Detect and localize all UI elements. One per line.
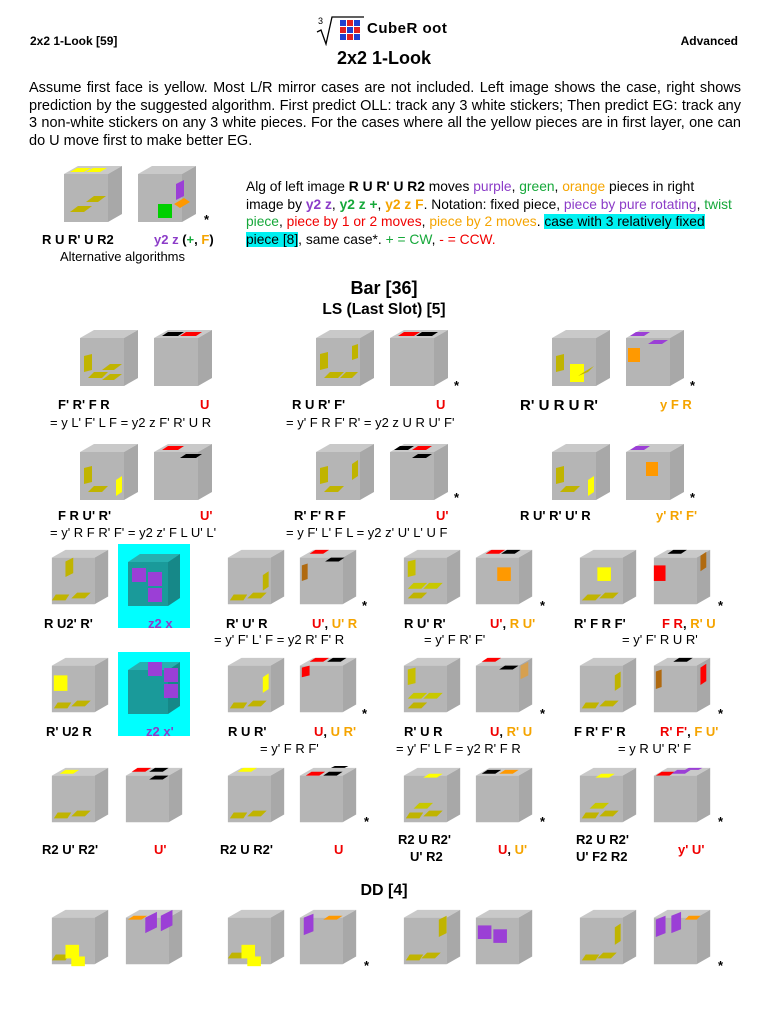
case-cube — [76, 440, 144, 508]
star-marker: * — [364, 958, 370, 973]
case-cube — [48, 546, 114, 612]
case-cube — [576, 764, 642, 830]
case-cube — [576, 906, 642, 972]
star-marker: * — [362, 706, 368, 721]
case-alternative: = y' F R F' R' = y2 z U R U' F' — [286, 415, 455, 430]
case-alg: F R U' R' — [58, 508, 112, 523]
case-prediction: y F R — [660, 397, 692, 412]
case-alg: R U' R' U' R — [520, 508, 591, 523]
case-prediction: y' U' — [678, 842, 705, 857]
prediction-cube — [622, 326, 690, 394]
prediction-cube — [472, 546, 538, 612]
example-caption: Alternative algorithms — [60, 249, 185, 264]
page-title: 2x2 1-Look — [336, 48, 432, 68]
star-marker: * — [540, 814, 546, 829]
case-prediction: F R, R' U — [662, 616, 716, 631]
case-cube — [224, 764, 290, 830]
case-prediction: U', R U' — [490, 616, 536, 631]
example-alg: R U R' U R2 — [42, 232, 114, 247]
page-id: 2x2 1-Look [59] — [30, 34, 118, 48]
star-marker: * — [718, 814, 724, 829]
case-cube — [312, 326, 380, 394]
star-marker: * — [690, 490, 696, 505]
prediction-cube — [386, 326, 454, 394]
prediction-cube — [150, 440, 218, 508]
prediction-cube — [386, 440, 454, 508]
case-cube — [76, 326, 144, 394]
case-prediction: U — [334, 842, 344, 857]
case-prediction: U — [436, 397, 446, 412]
case-alternative: = y' F' L F = y2 R' F R — [396, 741, 521, 756]
star-marker: * — [718, 706, 724, 721]
case-prediction: U' — [200, 508, 213, 523]
case-alternative: = y F' L' F L = y2 z' U' L' U F — [286, 525, 448, 540]
case-alternative: = y L' F' L F = y2 z F' R' U R — [50, 415, 212, 430]
case-alg: R' F R F' — [574, 616, 626, 631]
prediction-cube — [650, 546, 716, 612]
case-alg: R U R' F' — [292, 397, 346, 412]
case-alternative: = y R U' R' F — [618, 741, 692, 756]
prediction-cube — [296, 764, 362, 830]
case-alg: R U2' R' — [44, 616, 93, 631]
star-marker: * — [540, 706, 546, 721]
case-cube — [48, 906, 114, 972]
intro-paragraph: Assume first face is yellow. Most L/R mirror cases are not included. Left image shows the case, right shows prediction by the suggested algorithm. First predict OLL: track any 3 white stickers; Then predict EG: track any 3 non-white stickers on any 3 white pieces. For the cases where all the yellow pieces are in first layer, one can do U move first to make better EG. — [29, 80, 741, 149]
star-marker: * — [718, 958, 724, 973]
bar-section-title: Bar [36] — [350, 278, 418, 298]
case-alternative: = y' F' L' F = y2 R' F' R — [214, 632, 345, 647]
case-cube — [400, 654, 466, 720]
example-alt: y2 z (+, F) — [154, 232, 214, 247]
case-cube — [48, 764, 114, 830]
case-cube — [224, 654, 290, 720]
star-marker: * — [454, 490, 460, 505]
case-alg: F R' F' R — [574, 724, 626, 739]
prediction-cube — [472, 654, 538, 720]
case-cube — [548, 440, 616, 508]
svg-text:3: 3 — [318, 16, 324, 26]
case-prediction: U, U R' — [314, 724, 357, 739]
case-alg: R' U' R — [226, 616, 268, 631]
prediction-cube — [472, 764, 538, 830]
case-alg: R U' R' — [404, 616, 446, 631]
star-marker: * — [540, 598, 546, 613]
case-alg: R' U R — [404, 724, 443, 739]
case-alg: R' U R U R' — [520, 397, 598, 414]
case-prediction: U', U' R — [312, 616, 358, 631]
cuberoot-logo — [316, 14, 366, 46]
prediction-cube — [122, 906, 188, 972]
star-marker: * — [718, 598, 724, 613]
case-alg: R2 U R2' — [576, 832, 629, 847]
prediction-cube — [296, 546, 362, 612]
case-alg: F' R' F R — [58, 397, 110, 412]
star-marker: * — [362, 598, 368, 613]
case-prediction: R' F', F U' — [660, 724, 719, 739]
notation-paragraph: Alg of left image R U R' U R2 moves purple, green, orange pieces in right image by y2 z, y2 z +, y2 z F. Notation: fixed piece, piece by pure rotating, twist piece, piece by 1 or 2 moves, piece by 2 moves. case with 3 relatively fixed piece [8], same case*. + = CW, - = CCW. — [246, 179, 732, 247]
level-label: Advanced — [680, 34, 738, 48]
case-alternative: = y' F R F' — [260, 741, 319, 756]
case-cube — [48, 654, 114, 720]
case-alternative: = y' F R' F' — [424, 632, 486, 647]
example-case-cube — [60, 162, 128, 230]
case-prediction: U' — [154, 842, 167, 857]
case-cube — [576, 654, 642, 720]
prediction-cube — [150, 326, 218, 394]
prediction-cube — [296, 654, 362, 720]
case-alg: R2 U' R2' — [42, 842, 99, 857]
case-prediction: U, U' — [498, 842, 528, 857]
case-alg: R' F' R F — [294, 508, 346, 523]
case-alternative: = y' R F R' F' = y2 z' F L U' L' — [50, 525, 217, 540]
case-alg: R2 U R2' — [398, 832, 451, 847]
case-cube — [576, 546, 642, 612]
star-marker: * — [690, 378, 696, 393]
case-alg-line2: U' R2 — [410, 849, 443, 864]
case-cube — [400, 906, 466, 972]
prediction-cube — [622, 440, 690, 508]
case-cube — [224, 546, 290, 612]
case-cube — [312, 440, 380, 508]
case-prediction: y' R' F' — [656, 508, 698, 523]
case-cube — [400, 546, 466, 612]
case-alg: R U R' — [228, 724, 267, 739]
prediction-cube — [122, 764, 188, 830]
prediction-cube — [650, 906, 716, 972]
ls-section-title: LS (Last Slot) [5] — [322, 301, 446, 318]
prediction-cube — [472, 906, 538, 972]
prediction-cube — [650, 654, 716, 720]
dd-section-title: DD [4] — [360, 882, 408, 899]
prediction-cube — [296, 906, 362, 972]
case-prediction: U' — [436, 508, 449, 523]
case-prediction: U — [200, 397, 210, 412]
prediction-cube — [122, 658, 186, 722]
prediction-cube — [650, 764, 716, 830]
case-prediction: U, R' U — [490, 724, 533, 739]
case-alg: R2 U R2' — [220, 842, 273, 857]
star-marker: * — [364, 814, 370, 829]
prediction-cube — [122, 550, 186, 614]
case-prediction: z2 x — [148, 616, 173, 631]
case-alg-line2: U' F2 R2 — [576, 849, 628, 864]
case-cube — [548, 326, 616, 394]
logo-text: CubeR oot — [367, 20, 448, 37]
case-prediction: z2 x' — [146, 724, 174, 739]
star-marker: * — [204, 212, 210, 227]
case-alternative: = y' F' R U R' — [622, 632, 698, 647]
example-prediction-cube — [134, 162, 202, 230]
star-marker: * — [454, 378, 460, 393]
case-cube — [224, 906, 290, 972]
case-cube — [400, 764, 466, 830]
case-alg: R' U2 R — [46, 724, 92, 739]
